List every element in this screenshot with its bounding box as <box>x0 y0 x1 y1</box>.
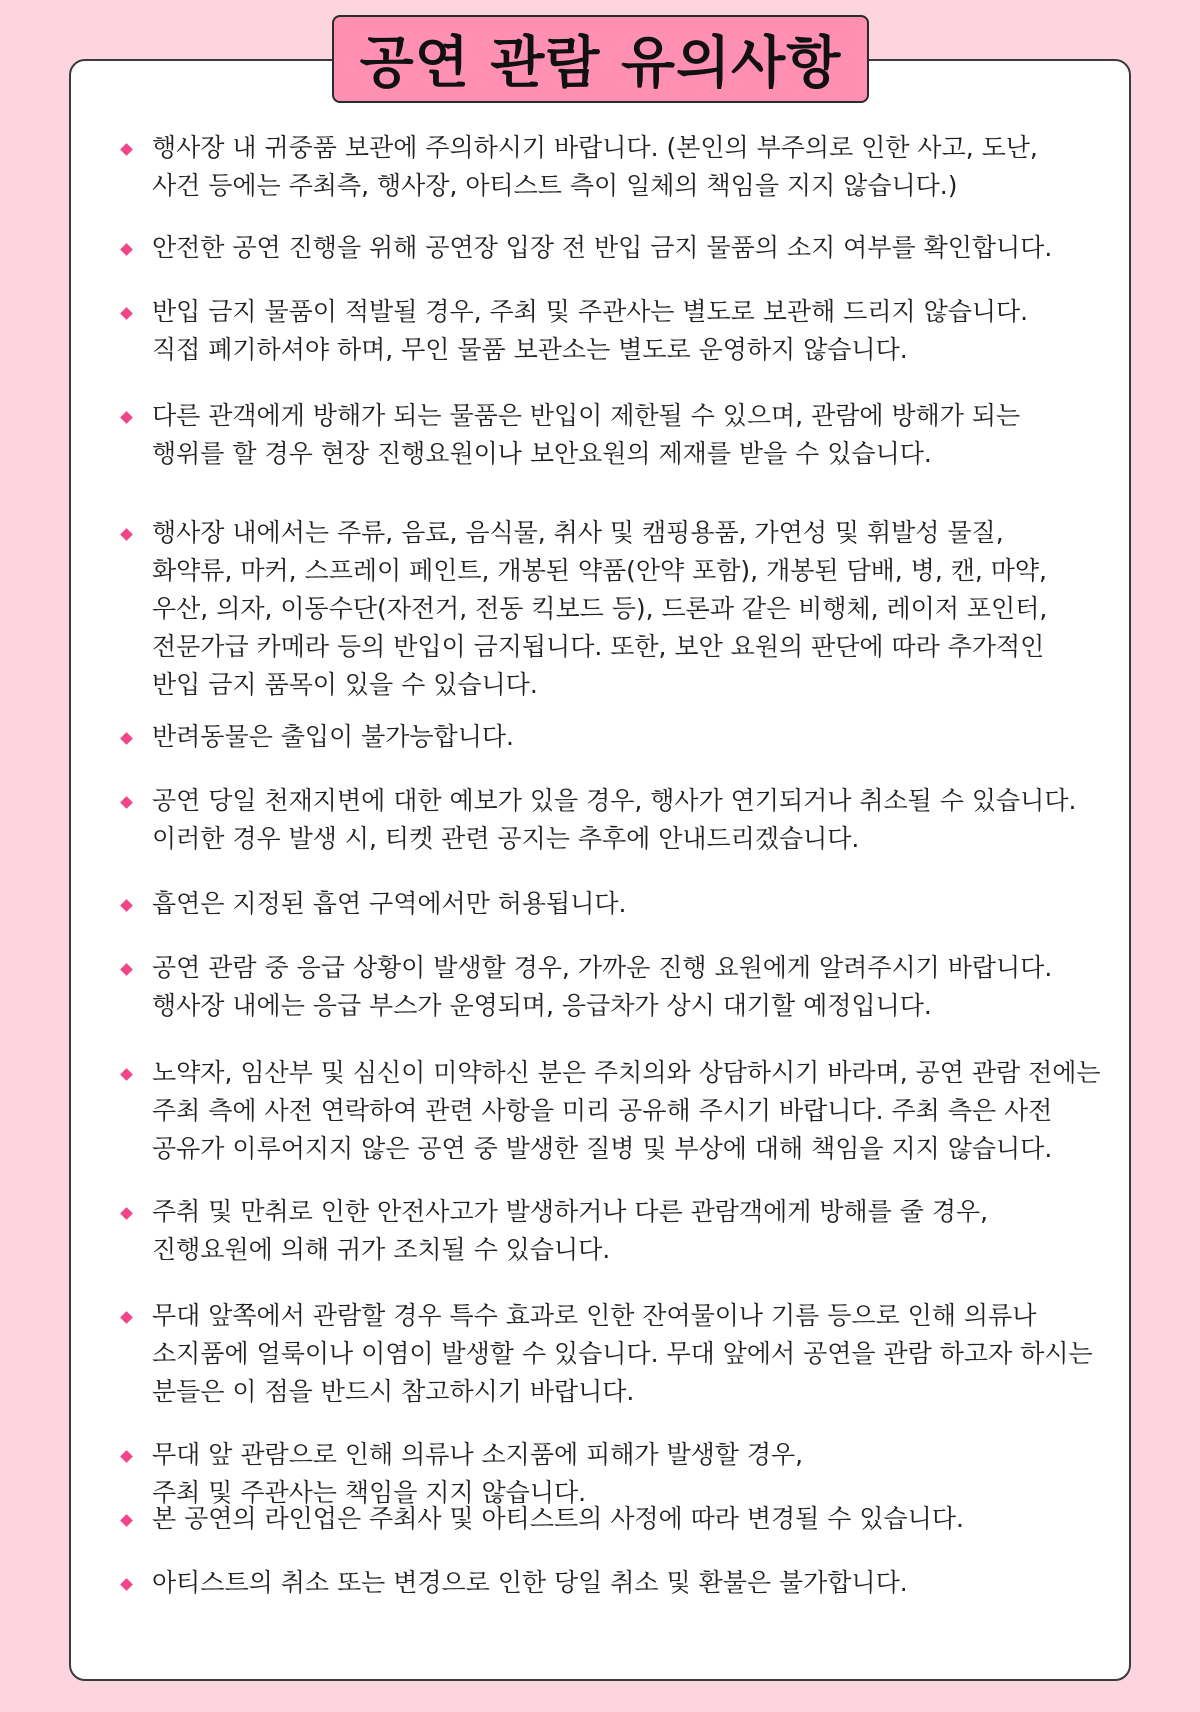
notice-text-line: 행사장 내에는 응급 부스가 운영되며, 응급차가 상시 대기할 예정입니다. <box>152 991 932 1020</box>
title-banner <box>332 15 869 103</box>
notice-text-line: 행위를 할 경우 현장 진행요원이나 보안요원의 제재를 받을 수 있습니다. <box>152 439 932 468</box>
notice-text-line: 다른 관객에게 방해가 되는 물품은 반입이 제한될 수 있으며, 관람에 방해가 되는 <box>152 401 1021 430</box>
notice-text-line: 공유가 이루어지지 않은 공연 중 발생한 질병 및 부상에 대해 책임을 지지 않습니다. <box>152 1134 1053 1163</box>
notice-text-line: 주최 측에 사전 연락하여 관련 사항을 미리 공유해 주시기 바랍니다. 주최 측은 사전 <box>152 1096 1053 1125</box>
notice-text-line: 반입 금지 품목이 있을 수 있습니다. <box>152 670 538 699</box>
notice-text-line: 이러한 경우 발생 시, 티켓 관련 공지는 추후에 안내드리겠습니다. <box>152 824 860 853</box>
notice-text-line: 무대 앞쪽에서 관람할 경우 특수 효과로 인한 잔여물이나 기름 등으로 인해 의류나 <box>152 1301 1037 1330</box>
notice-text-line: 분들은 이 점을 반드시 참고하시기 바랍니다. <box>152 1377 635 1406</box>
notice-text-line: 무대 앞 관람으로 인해 의류나 소지품에 피해가 발생할 경우, <box>152 1440 804 1469</box>
notice-text-line: 공연 관람 중 응급 상황이 발생할 경우, 가까운 진행 요원에게 알려주시기 바랍니다. <box>152 953 1053 982</box>
notice-text-line: 주취 및 만취로 인한 안전사고가 발생하거나 다른 관람객에게 방해를 줄 경우, <box>152 1197 989 1226</box>
notice-text-line: 공연 당일 천재지변에 대한 예보가 있을 경우, 행사가 연기되거나 취소될 수 있습니다. <box>152 786 1077 815</box>
page-title: 공연 관람 유의사항 <box>359 31 842 96</box>
notice-text-line: 행사장 내 귀중품 보관에 주의하시기 바랍니다. (본인의 부주의로 인한 사고, 도난, <box>152 133 1038 162</box>
notice-text-line: 소지품에 얼룩이나 이염이 발생할 수 있습니다. 무대 앞에서 공연을 관람 하고자 하시는 <box>152 1339 1093 1368</box>
notice-text-line: 흡연은 지정된 흡연 구역에서만 허용됩니다. <box>152 889 627 918</box>
notice-text-line: 아티스트의 취소 또는 변경으로 인한 당일 취소 및 환불은 불가합니다. <box>152 1568 908 1597</box>
notice-text-line: 직접 폐기하셔야 하며, 무인 물품 보관소는 별도로 운영하지 않습니다. <box>152 335 908 364</box>
notice-text-line: 사건 등에는 주최측, 행사장, 아티스트 측이 일체의 책임을 지지 않습니다.) <box>152 171 958 200</box>
notice-text-line: 본 공연의 라인업은 주최사 및 아티스트의 사정에 따라 변경될 수 있습니다. <box>152 1504 964 1533</box>
notice-text-line: 우산, 의자, 이동수단(자전거, 전동 킥보드 등), 드론과 같은 비행체, 레이저 포인터, <box>152 594 1048 623</box>
notice-text-line: 반려동물은 출입이 불가능합니다. <box>152 722 514 751</box>
notice-text-line: 반입 금지 물품이 적발될 경우, 주최 및 주관사는 별도로 보관해 드리지 않습니다. <box>152 297 1029 326</box>
notice-text-line: 화약류, 마커, 스프레이 페인트, 개봉된 약품(안약 포함), 개봉된 담배, 병, 캔, 마약, <box>152 556 1047 585</box>
notice-text-line: 주최 및 주관사는 책임을 지지 않습니다. <box>152 1478 587 1507</box>
notice-text-line: 행사장 내에서는 주류, 음료, 음식물, 취사 및 캠핑용품, 가연성 및 휘발성 물질, <box>152 518 1004 547</box>
notice-text-line: 안전한 공연 진행을 위해 공연장 입장 전 반입 금지 물품의 소지 여부를 확인합니다. <box>152 233 1053 262</box>
notice-text-line: 전문가급 카메라 등의 반입이 금지됩니다. 또한, 보안 요원의 판단에 따라 추가적인 <box>152 632 1045 661</box>
notice-text-line: 진행요원에 의해 귀가 조치될 수 있습니다. <box>152 1235 611 1264</box>
notice-text-line: 노약자, 임산부 및 심신이 미약하신 분은 주치의와 상담하시기 바라며, 공연 관람 전에는 <box>152 1058 1101 1087</box>
